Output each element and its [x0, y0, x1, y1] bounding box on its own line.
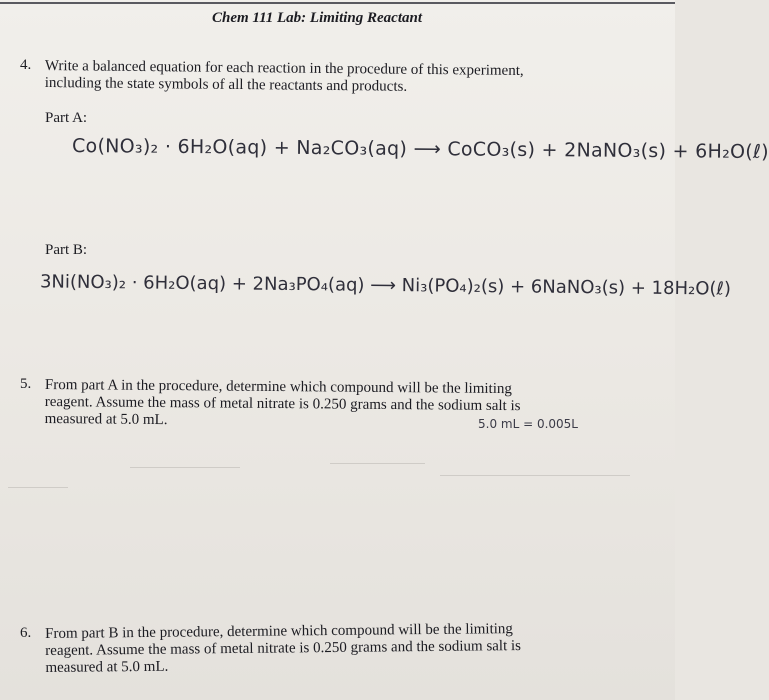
question-6-line-1: From part B in the procedure, determine which compound will be the limiting	[45, 621, 513, 642]
question-6-line-2: reagent. Assume the mass of metal nitrate is 0.250 grams and the sodium salt is	[45, 638, 522, 659]
question-4-number: 4.	[20, 57, 32, 73]
question-5-line-1: From part A in the procedure, determine which compound will be the limiting	[44, 377, 512, 398]
part-a-label: Part A:	[45, 110, 88, 126]
erased-pencil-marks	[0, 445, 675, 500]
page-title: Chem 111 Lab: Limiting Reactant	[212, 10, 423, 26]
handwritten-conversion-note: 5.0 mL = 0.005L	[478, 417, 578, 431]
question-5-text	[45, 377, 521, 432]
part-b-label: Part B:	[45, 242, 88, 258]
question-5-number: 5.	[20, 376, 32, 392]
question-4-line-1: Write a balanced equation for each reaction in the procedure of this experiment,	[44, 58, 524, 80]
question-6-text	[45, 621, 521, 677]
question-6-number: 6.	[20, 625, 32, 641]
top-rule	[0, 2, 675, 4]
question-6-line-3: measured at 5.0 mL.	[45, 658, 169, 676]
question-5-line-3: measured at 5.0 mL.	[44, 410, 168, 429]
part-a-equation: Co(NO₃)₂ · 6H₂O(aq) + Na₂CO₃(aq) ⟶ CoCO₃(s) + 2NaNO₃(s) + 6H₂O(ℓ)	[71, 134, 769, 164]
part-b-equation: 3Ni(NO₃)₂ · 6H₂O(aq) + 2Na₃PO₄(aq) ⟶ Ni₃(PO₄)₂(s) + 6NaNO₃(s) + 18H₂O(ℓ)	[39, 271, 732, 300]
question-5-line-2: reagent. Assume the mass of metal nitrate is 0.250 grams and the sodium salt is	[44, 393, 521, 415]
question-4-line-2: including the state symbols of all the reactants and products.	[44, 74, 408, 95]
question-4-text	[45, 58, 524, 97]
